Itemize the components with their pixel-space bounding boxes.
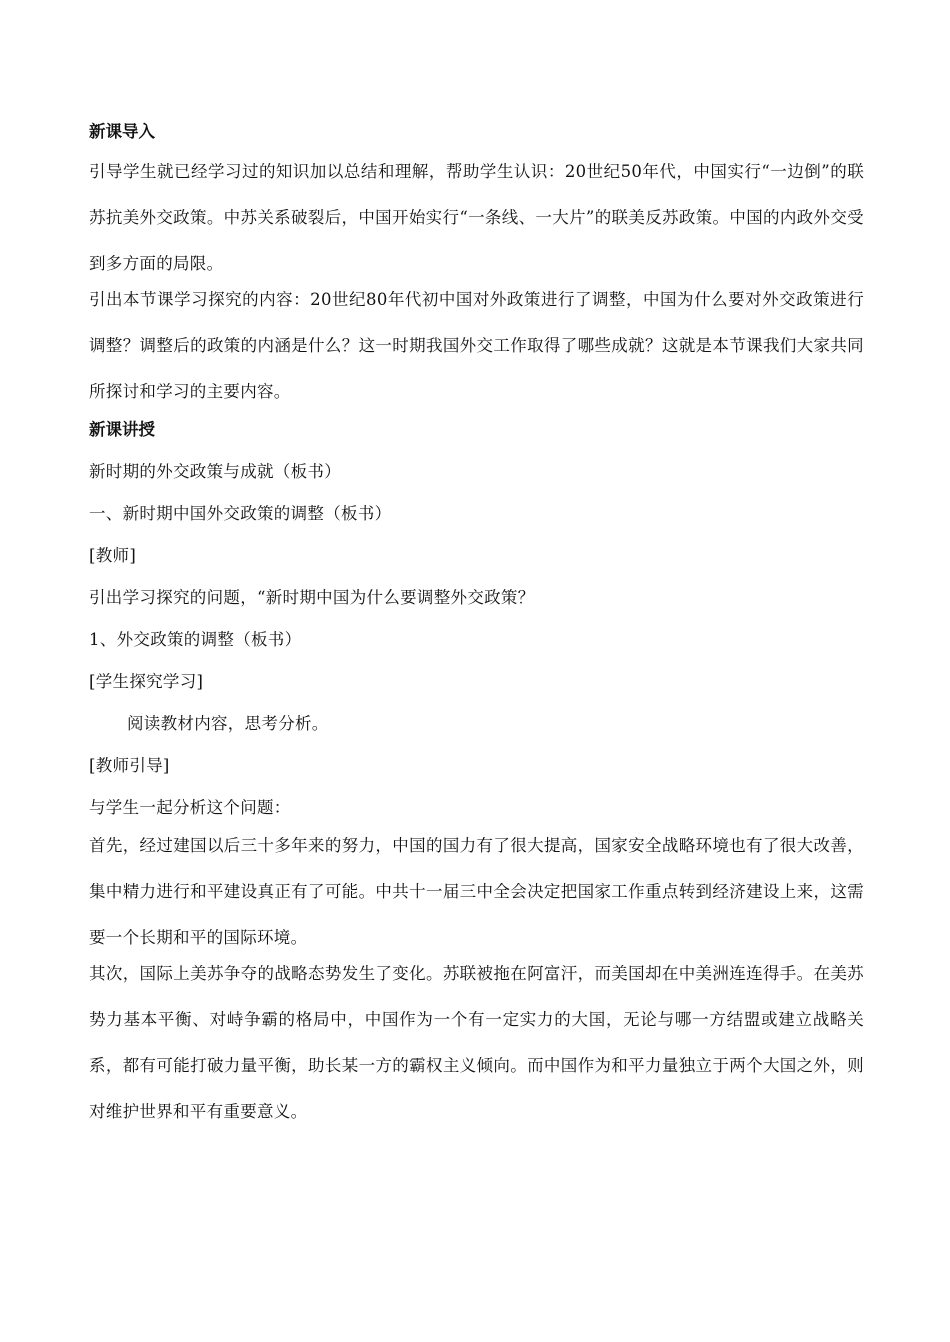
second-reason-paragraph: 其次，国际上美苏争夺的战略态势发生了变化。苏联被拖在阿富汗，而美国却在中美洲连连得手。在美苏势力基本平衡、对峙争霸的格局中，中国作为一个有一定实力的大国，无论与哪一方结盟或建立战略关系，都有可能打破力量平衡，助长某一方的霸权主义倾向。而中国作为和平力量独立于两个大国之外，则对维护世界和平有重要意义。 xyxy=(89,964,864,1121)
section-one-line: 一、新时期中国外交政策的调整（板书） xyxy=(89,504,392,523)
lecture-heading: 新课讲授 xyxy=(89,420,155,439)
read-material-line: 阅读教材内容，思考分析。 xyxy=(127,714,329,733)
student-study-line: [学生探究学习] xyxy=(89,672,204,691)
teacher-label-line: [教师] xyxy=(89,546,137,565)
analyze-line: 与学生一起分析这个问题： xyxy=(89,798,291,817)
teacher-guide-line: [教师引导] xyxy=(89,756,170,775)
question-line: 引出学习探究的问题，“新时期中国为什么要调整外交政策？ xyxy=(89,588,535,607)
intro-paragraph-2: 引出本节课学习探究的内容：20世纪80年代初中国对外政策进行了调整，中国为什么要对外交政策进行调整？调整后的政策的内涵是什么？这一时期我国外交工作取得了哪些成就？这就是本节课我们大家共同所探讨和学习的主要内容。 xyxy=(89,290,864,401)
subsection-one-line: 1、外交政策的调整（板书） xyxy=(89,630,302,649)
intro-paragraph-1: 引导学生就已经学习过的知识加以总结和理解，帮助学生认识：20世纪50年代，中国实行“一边倒”的联苏抗美外交政策。中苏关系破裂后，中国开始实行“一条线、一大片”的联美反苏政策。中国的内政外交受到多方面的局限。 xyxy=(89,162,864,273)
board-title-line: 新时期的外交政策与成就（板书） xyxy=(89,462,341,481)
intro-heading: 新课导入 xyxy=(89,122,155,141)
document-page xyxy=(89,119,864,1129)
first-reason-paragraph: 首先，经过建国以后三十多年来的努力，中国的国力有了很大提高，国家安全战略环境也有了很大改善，集中精力进行和平建设真正有了可能。中共十一届三中全会决定把国家工作重点转到经济建设上来，这需要一个长期和平的国际环境。 xyxy=(89,836,864,947)
